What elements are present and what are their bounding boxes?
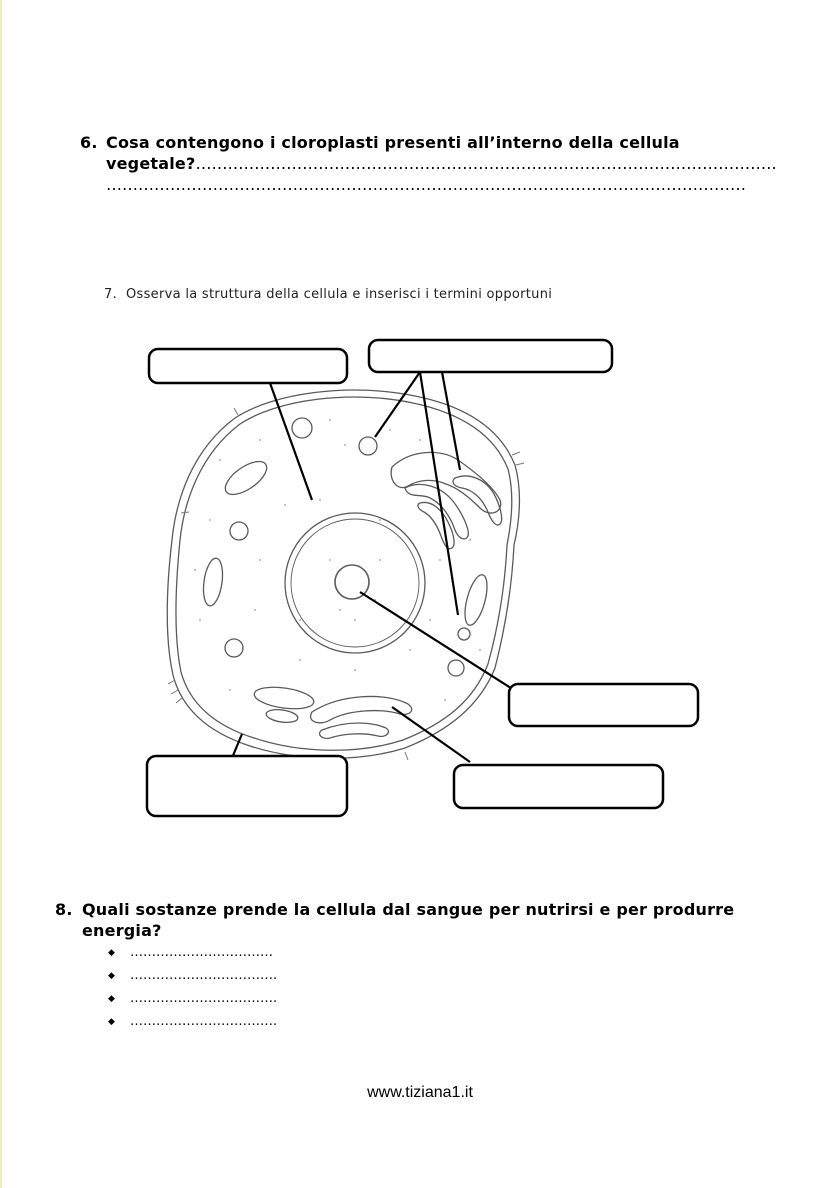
- diamond-bullet-icon: ◆: [108, 994, 115, 1004]
- answer-line[interactable]: …………………………….: [130, 991, 278, 1006]
- answer-line[interactable]: …………………………….: [130, 968, 278, 983]
- question-6-line-2-text: vegetale?: [106, 154, 196, 173]
- question-8-line-1: Quali sostanze prende la cellula dal sangue per nutrirsi e per produrre: [82, 900, 735, 919]
- mitochondrion-3: [461, 573, 492, 628]
- pointer-lines: [232, 372, 514, 762]
- pointer-line-2: [375, 372, 420, 437]
- pointer-line-4: [442, 372, 460, 470]
- pointer-line-3: [420, 372, 458, 615]
- diamond-bullet-icon: ◆: [108, 1017, 115, 1027]
- question-6-answer-line-2[interactable]: …………………………………………………………………………………………………………: [106, 175, 746, 194]
- cell-membrane-inner: [176, 397, 512, 750]
- answer-line[interactable]: ……………………………: [130, 945, 273, 960]
- question-7-text: Osserva la struttura della cellula e inserisci i termini opportuni: [126, 287, 553, 302]
- vesicle-2: [230, 522, 248, 540]
- label-box-4[interactable]: [147, 756, 347, 816]
- question-7-number: 7.: [104, 287, 118, 302]
- mitochondrion-4: [253, 684, 315, 712]
- diamond-bullet-icon: ◆: [108, 948, 115, 958]
- vesicle-5: [448, 660, 464, 676]
- golgi-fold-1: [405, 484, 468, 538]
- golgi-fold-2: [418, 502, 454, 548]
- question-8-number: 8.: [55, 900, 73, 919]
- label-box-1[interactable]: [149, 349, 347, 383]
- question-8-line-2: energia?: [82, 921, 162, 940]
- pointer-line-6: [392, 707, 470, 762]
- question-6-line-1: Cosa contengono i cloroplasti presenti all’interno della cellula: [106, 133, 680, 152]
- answer-line[interactable]: …………………………….: [130, 1014, 278, 1029]
- question-6-answer-line-1[interactable]: ……………………………………………………………………………………………….: [195, 154, 777, 173]
- mitochondrion-1: [220, 455, 272, 501]
- vesicle-6: [458, 628, 470, 640]
- question-6-number: 6.: [80, 133, 98, 152]
- question-8: [55, 899, 755, 943]
- vesicle-3: [225, 639, 243, 657]
- nucleus-inner: [291, 519, 419, 647]
- mitochondrion-2: [201, 557, 226, 607]
- footer-website: www.tiziana1.it: [367, 1084, 473, 1101]
- cytoplasm-dots: [194, 419, 481, 741]
- pointer-line-7: [232, 734, 242, 758]
- cell-membrane: [167, 390, 519, 758]
- label-box-3[interactable]: [509, 684, 698, 726]
- label-box-2[interactable]: [369, 340, 612, 372]
- golgi-fold-3: [453, 476, 502, 525]
- vesicle-4: [292, 418, 312, 438]
- vesicle-1: [359, 437, 377, 455]
- mitochondrion-5: [265, 708, 298, 724]
- nucleus: [285, 513, 425, 653]
- diamond-bullet-icon: ◆: [108, 971, 115, 981]
- endoplasmic-reticulum-2: [320, 723, 389, 738]
- label-box-5[interactable]: [454, 765, 663, 808]
